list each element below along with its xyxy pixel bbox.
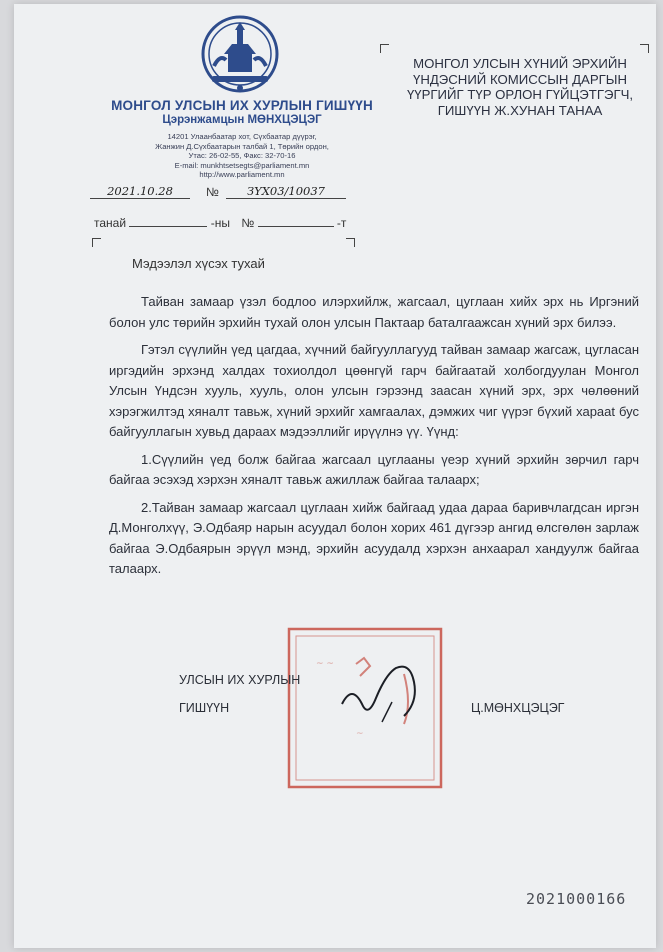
signatory-title-line2: ГИШҮҮН xyxy=(179,701,230,715)
ny-label: -ны xyxy=(210,216,230,230)
corner-mark xyxy=(640,44,649,53)
date-field xyxy=(90,184,190,199)
number-field xyxy=(226,184,346,199)
reply-ref-line xyxy=(94,216,346,230)
org-member-name: Цэрэнжамцын МӨНХЦЭЦЭГ xyxy=(162,114,322,126)
svg-text:~ ~: ~ ~ xyxy=(316,659,334,669)
recipient-line: ГИШҮҮН Ж.ХУНАН ТАНАА xyxy=(437,102,603,118)
document-number: 2021000166 xyxy=(526,890,627,908)
t-label: -т xyxy=(336,216,347,230)
body-paragraph: Гэтэл сүүлийн үед цагдаа, хүчний байгууллагууд тайван замаар жагсаж, цугласан иргэдийн эрхэнд халдах тохиолдол цөөнгүй гарч байгаатай холбогдуулан Монгол Улсын Үндсэн хууль, хууль, олон улсын гэрээнд заасан хүний эрх, эрх чөлөөний хэрэгжилтэд хяналт тавьж, хүний эрхийг хамгаалах, дэмжих чиг үүрэг бүхий харааt бус байгууллагын хувьд дараах мэдээллийг ирүүлнэ үү. Үүнд: xyxy=(109,342,639,439)
address-line: 14201 Улаанбаатар хот, Сүхбаатар дүүрэг, xyxy=(167,132,317,141)
tanai-label: танай xyxy=(94,216,127,230)
reply-number-label: № xyxy=(241,216,255,230)
number-label: № xyxy=(206,185,219,199)
signatory-name: Ц.МӨНХЦЭЦЭГ xyxy=(471,701,565,715)
org-title: МОНГОЛ УЛСЫН ИХ ХУРЛЫН ГИШҮҮН xyxy=(111,98,373,113)
subject-line: Мэдээлэл хүсэх тухай xyxy=(132,256,265,271)
date-value: 2021.10.28 xyxy=(107,184,173,198)
address-line: http://www.parliament.mn xyxy=(199,170,285,180)
corner-mark xyxy=(346,238,355,247)
corner-mark xyxy=(92,238,101,247)
signatory-title-line1: УЛСЫН ИХ ХУРЛЫН xyxy=(179,673,301,687)
state-emblem-icon xyxy=(200,14,280,96)
letter-body xyxy=(109,292,639,587)
official-stamp-icon xyxy=(286,626,444,790)
org-address xyxy=(114,132,370,180)
recipient-line: ҮҮРГИЙГ ТҮР ОРЛОН ГҮЙЦЭТГЭГЧ, xyxy=(406,87,634,103)
corner-mark xyxy=(380,44,389,53)
recipient-line: ҮНДЭСНИЙ КОМИССЫН ДАРГЫН xyxy=(413,71,627,87)
svg-text:~: ~ xyxy=(356,729,364,739)
recipient-line: МОНГОЛ УЛСЫН ХҮНИЙ ЭРХИЙН xyxy=(413,56,627,71)
recipient-block xyxy=(400,56,640,118)
address-line: E-mail: munkhtsetsegts@parliament.mn xyxy=(174,160,310,170)
body-paragraph: 2.Тайван замаар жагсаал цуглаан хийж байгаад удаа дараа баривчлагдсан иргэн Д.Монголхүү, Э.Одбаяр нарын асуудал болон хорих 461 дүгээр ангид өлсгөлөн зарлаж байгаа Э.Одбаярын эрүүл мэнд, эрхийн асуудалд хэрхэн анхаарал хандуулж байгаа талаарх. xyxy=(109,499,639,576)
body-paragraph: Тайван замаар үзэл бодлоо илэрхийлж, жагсаал, цуглаан хийх эрх нь Иргэний болон улс төрийн эрхийн тухай олон улсын Пактаар баталгаажсан хүний эрх билээ. xyxy=(109,294,639,330)
number-value: ЗҮХ03/10037 xyxy=(246,184,326,198)
address-line: Жанжин Д.Сүхбаатарын талбай 1, Төрийн ордон, xyxy=(155,141,329,151)
letter-page xyxy=(14,4,656,948)
body-paragraph: 1.Сүүлийн үед болж байгаа жагсаал цуглааны үеэр хүний эрхийн зөрчил гарч байгаа эсэхэд хэрхэн хяналт тавьж ажиллаж байгаа талаарх; xyxy=(109,451,639,487)
address-line: Утас: 26-02-55, Факс: 32-70-16 xyxy=(188,151,296,161)
